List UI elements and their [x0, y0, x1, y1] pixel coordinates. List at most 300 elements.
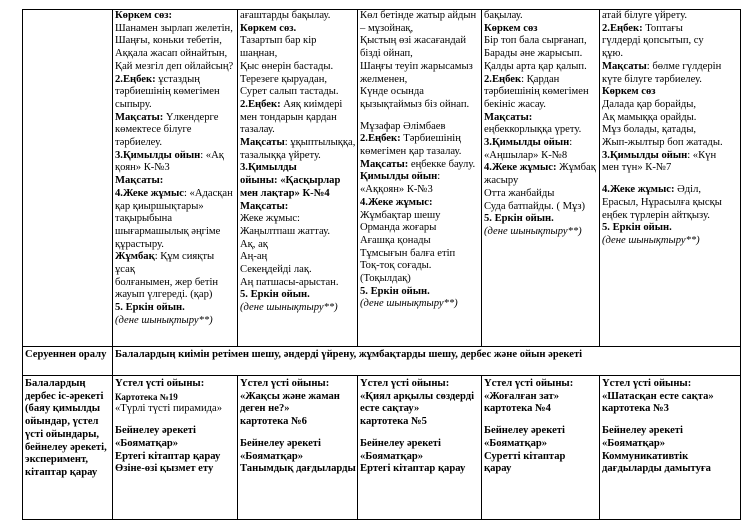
line-text: «Аңшылар» К-№8	[484, 149, 568, 161]
text-line	[602, 438, 739, 451]
text-line	[602, 99, 739, 112]
line-text: шығармашылық әңгіме	[115, 225, 221, 237]
line-text: Қыстың өзі жасағандай	[360, 35, 467, 47]
text-line	[240, 201, 356, 214]
text-line	[360, 35, 480, 48]
text-line	[360, 48, 480, 61]
text-line	[602, 10, 739, 23]
line-text-rest: еңбекке баулу.	[408, 158, 476, 170]
line-text: 5. Еркін ойын.	[115, 302, 185, 314]
line-text: Үстел үсті ойыны:	[484, 378, 574, 389]
text-line	[115, 463, 236, 476]
line-text: мен тондарын қардан	[240, 111, 337, 123]
text-line	[484, 403, 598, 416]
line-text: бақылау.	[484, 10, 523, 21]
text-line	[484, 213, 598, 226]
text-line	[115, 48, 236, 61]
text-line	[115, 10, 236, 23]
text-line	[360, 235, 480, 248]
line-text: эксперимент,	[25, 454, 88, 466]
text-line	[484, 23, 598, 36]
monday-walk-cell	[113, 10, 238, 347]
text-line	[602, 23, 739, 36]
line-text: Ертегі кітаптар қарау	[115, 450, 221, 462]
line-text: Шаңғы теуіп жарысамыз	[360, 60, 473, 72]
text-line	[360, 61, 480, 74]
return-from-walk-label: Серуеннен оралу	[23, 347, 113, 376]
line-text: гүлдерді қопсытып, су	[602, 35, 704, 47]
line-text: тәрбиелеу.	[115, 137, 162, 149]
line-text: Далада қар борайды,	[602, 98, 697, 110]
line-text: Шанамен зырлап желетін,	[115, 22, 233, 34]
text-line	[360, 463, 480, 476]
line-text: қоян» К-№3	[115, 162, 170, 174]
text-line	[484, 188, 598, 201]
text-line	[484, 48, 598, 61]
line-text: Қалды арта қар қалып.	[484, 60, 587, 72]
line-text-rest: : Құм сияқты ұсақ	[115, 251, 215, 276]
line-text: 2.Еңбек:	[240, 98, 281, 110]
line-text: 4.Жеке жұмыс	[115, 187, 184, 199]
line-text: дағдыларды дамытуға	[602, 463, 711, 475]
text-line	[115, 61, 236, 74]
text-line	[484, 86, 598, 99]
line-text: 3.Қимылды	[240, 162, 297, 174]
independent-activity-label	[23, 376, 113, 520]
line-text: «Бояматқар»	[240, 450, 304, 462]
line-text: сыпыру.	[115, 98, 152, 110]
text-line	[240, 463, 356, 476]
line-text: Аң-аң	[240, 251, 268, 263]
text-line	[360, 146, 480, 159]
line-text: Үстел үсті ойыны:	[115, 378, 205, 389]
line-text: Көл бетінде жатыр айдын	[360, 10, 477, 21]
line-text: Үстел үсті ойыны:	[360, 378, 450, 389]
line-text: «Жақсы және жаман	[240, 390, 340, 402]
line-text: Шаңғы, коньки тебетін,	[115, 35, 222, 47]
weekly-plan-table	[22, 9, 741, 520]
text-line	[484, 150, 598, 163]
text-line	[115, 451, 236, 464]
line-text: Мақсаты:	[240, 200, 289, 212]
line-text: (баяу қимылды	[25, 403, 101, 415]
text-line	[360, 403, 480, 416]
text-line	[484, 10, 598, 23]
line-text-rest: Үлкендерге	[163, 111, 219, 123]
line-text: үсті ойындары,	[25, 428, 100, 440]
text-line	[115, 391, 236, 404]
text-line	[25, 391, 111, 404]
text-line	[240, 124, 356, 137]
text-line	[602, 86, 739, 99]
line-text: «Қиял арқылы сөздерді	[360, 390, 475, 402]
line-text: (дене шынықтыру**)	[240, 302, 338, 314]
line-text: картотека №4	[484, 403, 551, 415]
text-line	[602, 416, 739, 425]
line-text: 2.Еңбек:	[115, 73, 156, 85]
line-text: Аққала жасап ойнайтын,	[115, 48, 228, 60]
line-text: Мақсаты:	[484, 111, 533, 123]
line-text: бекініс жасау.	[484, 98, 546, 110]
text-line	[484, 124, 598, 137]
line-text: Үстел үсті ойыны:	[602, 378, 692, 389]
text-line	[484, 451, 598, 464]
line-text: Бейнелеу әрекеті	[360, 437, 441, 449]
line-text: Отта жанбайды	[484, 187, 555, 199]
friday-walk-cell	[600, 10, 741, 347]
line-text: 2.Еңбек:	[602, 22, 643, 34]
line-text: көмектесе білуге	[115, 124, 192, 136]
line-text-rest: : «Адасқан	[183, 187, 233, 199]
line-text-rest: Жұмбақ	[556, 162, 596, 174]
text-line	[484, 162, 598, 175]
line-text: 2.Еңбек:	[360, 133, 401, 145]
line-text: Мұз болады, қатады,	[602, 124, 697, 136]
line-text: қар қиыршықтары»	[115, 200, 204, 212]
text-line	[240, 391, 356, 404]
line-text: 5. Еркін ойын.	[484, 213, 554, 225]
text-line	[360, 286, 480, 299]
text-line	[360, 184, 480, 197]
line-text: Бейнелеу әрекеті	[240, 437, 321, 449]
text-line	[484, 226, 598, 239]
line-text-rest: : «Күн	[687, 149, 717, 161]
text-line	[115, 112, 236, 125]
text-line	[240, 416, 356, 429]
line-text: Тазартып бар кір шаңнан,	[240, 35, 317, 60]
line-text: есте сақтау»	[360, 403, 420, 415]
line-text: 4.Жеке жұмыс:	[360, 196, 433, 208]
line-text: 5. Еркін ойын.	[360, 285, 430, 297]
line-text: бейнелеу әрекеті,	[25, 441, 107, 453]
line-text-rest: :	[569, 137, 573, 149]
line-text: Жұмбақ	[115, 251, 155, 263]
text-line	[602, 378, 739, 391]
line-text: Бейнелеу әрекеті	[484, 425, 565, 437]
text-line	[360, 10, 480, 23]
text-line	[240, 429, 356, 438]
line-text: қызықтаймыз біз ойнап.	[360, 98, 470, 110]
text-line	[484, 416, 598, 425]
line-text: Жып-жылтыр боп жатады.	[602, 137, 723, 149]
wednesday-independent-cell	[358, 376, 482, 520]
line-text: 3.Қимылды ойын	[602, 149, 688, 161]
text-line	[115, 74, 236, 87]
text-line	[115, 277, 236, 290]
text-line	[240, 74, 356, 87]
line-text: Мақсаты	[602, 60, 647, 72]
text-line	[602, 451, 739, 464]
text-line	[360, 416, 480, 429]
line-text: еңбек түрлерін айтқызу.	[602, 209, 710, 221]
wednesday-walk-cell	[358, 10, 482, 347]
line-text: тазалыққа үйрету.	[240, 149, 321, 161]
text-line	[484, 112, 598, 125]
line-text: картотека №5	[360, 416, 427, 428]
text-line	[25, 467, 111, 480]
line-text: күте білуге тәрбиелеу.	[602, 73, 702, 85]
independent-activity-row	[23, 376, 741, 520]
line-text: Балалардың	[25, 378, 86, 389]
text-line	[115, 188, 236, 201]
text-line	[240, 213, 356, 226]
line-text: 3.Қимылды ойын	[115, 149, 201, 161]
line-text: тақырыбына	[115, 213, 173, 225]
line-text: Секеңдейді лақ.	[240, 264, 312, 276]
text-line	[240, 302, 356, 315]
text-line	[602, 175, 739, 184]
text-line	[115, 99, 236, 112]
line-text: Көркем сөз.	[240, 22, 297, 34]
text-line	[360, 86, 480, 99]
text-line	[484, 74, 598, 87]
text-line	[115, 289, 236, 302]
text-line	[360, 99, 480, 112]
text-line	[360, 74, 480, 87]
text-line	[602, 74, 739, 87]
text-line	[240, 403, 356, 416]
text-line	[240, 175, 356, 188]
line-text: Көркем сөз	[602, 86, 656, 98]
text-line	[602, 124, 739, 137]
line-text: құрастыру.	[115, 238, 164, 250]
line-text: Бейнелеу әрекеті	[602, 425, 683, 437]
text-line	[360, 429, 480, 438]
text-line	[602, 197, 739, 210]
text-line	[25, 454, 111, 467]
text-line	[240, 451, 356, 464]
line-text: тазалау.	[240, 124, 275, 136]
line-text: кітаптар қарау	[25, 466, 98, 478]
line-text: 4.Жеке жұмыс:	[602, 184, 675, 196]
text-line	[115, 315, 236, 328]
text-line	[484, 99, 598, 112]
line-text: еңбеккорлыққа үрету.	[484, 124, 582, 136]
line-text: Суретті кітаптар	[484, 450, 566, 462]
thursday-walk-cell	[482, 10, 600, 347]
text-line	[602, 210, 739, 223]
text-line	[484, 175, 598, 188]
text-line	[602, 235, 739, 248]
line-text: Барады әне жарысып.	[484, 48, 583, 60]
line-text: Ақ мамыққа орайды.	[602, 111, 697, 123]
text-line	[115, 403, 236, 416]
text-line	[484, 391, 598, 404]
text-line	[360, 248, 480, 261]
line-text: Орманда жоғары	[360, 222, 437, 234]
line-text: (дене шынықтыру**)	[602, 234, 700, 246]
text-line	[602, 137, 739, 150]
text-line	[25, 403, 111, 416]
text-line	[360, 438, 480, 451]
line-text: Өзіне-өзі қызмет ету	[115, 463, 214, 475]
text-line	[240, 289, 356, 302]
text-line	[484, 61, 598, 74]
line-text-rest: : Қардан	[521, 73, 560, 85]
line-text-rest: Топтағы	[642, 22, 683, 34]
text-line	[484, 463, 598, 476]
line-text: 2.Еңбек	[484, 73, 522, 85]
line-text: болғанымен, жер бетін	[115, 276, 219, 288]
line-text: мен лақтар» К-№4	[240, 187, 330, 199]
line-text: Жұмбақтар шешу	[360, 209, 441, 221]
line-text-rest: Әділ,	[674, 184, 702, 196]
text-line	[240, 61, 356, 74]
line-text: Аң патшасы-арыстан.	[240, 276, 339, 288]
row-label-cell	[23, 10, 113, 347]
line-text: «Жоғалған зат»	[484, 390, 560, 402]
line-text-rest: : ұқыптылыққа,	[284, 137, 356, 149]
line-text: (дене шынықтыру**)	[360, 298, 458, 310]
line-text: Көркем сөз:	[115, 10, 173, 21]
text-line	[484, 201, 598, 214]
line-text: картотека №6	[240, 416, 307, 428]
line-text-rest: Тәрбиешінің	[400, 133, 461, 145]
text-line	[484, 378, 598, 391]
line-text: Ағашқа қонады	[360, 234, 431, 246]
line-text: – мұзойнақ,	[360, 22, 414, 34]
text-line	[115, 438, 236, 451]
line-text: Мақсаты:	[360, 158, 409, 170]
line-text: Коммуникативтік	[602, 450, 689, 462]
line-text: «Бояматқар»	[115, 437, 179, 449]
text-line	[115, 23, 236, 36]
line-text: Ерасыл, Нұрасылға қысқы	[602, 196, 722, 208]
text-line	[115, 35, 236, 48]
text-line	[240, 35, 356, 60]
line-text: (дене шынықтыру**)	[484, 225, 582, 237]
line-text: тәрбиешінің көмегімен	[484, 86, 589, 98]
line-text: ойындар, үстел	[25, 416, 99, 428]
line-text: Ертегі кітаптар қарау	[360, 463, 466, 475]
text-line	[240, 226, 356, 239]
line-text: 5. Еркін ойын.	[602, 222, 672, 234]
line-text-rest: :	[437, 171, 441, 183]
text-line	[240, 378, 356, 391]
text-line	[115, 201, 236, 214]
text-line	[484, 438, 598, 451]
line-text: картотека №3	[602, 403, 669, 415]
line-text: Күнде осында	[360, 86, 424, 98]
line-text: жасыру	[484, 175, 519, 187]
text-line	[360, 159, 480, 172]
text-line	[360, 133, 480, 146]
line-text: Терезеге қыруадан,	[240, 73, 328, 85]
tuesday-walk-cell	[238, 10, 358, 347]
line-text: желменен,	[360, 73, 408, 85]
line-text: Бейнелеу әрекеті	[115, 425, 196, 437]
text-line	[484, 35, 598, 48]
text-line	[115, 137, 236, 150]
text-line	[360, 210, 480, 223]
text-line	[115, 425, 236, 438]
text-line	[602, 162, 739, 175]
text-line	[484, 137, 598, 150]
text-line	[360, 391, 480, 404]
text-line	[602, 391, 739, 404]
line-text: 5. Еркін ойын.	[240, 289, 310, 301]
line-text-rest: Аяқ киімдері	[280, 98, 343, 110]
text-line	[115, 86, 236, 99]
text-line	[240, 99, 356, 112]
line-text: Картотека №19	[115, 391, 178, 402]
line-text: Ақ, ақ	[240, 238, 268, 250]
text-line	[240, 137, 356, 150]
text-line	[115, 124, 236, 137]
text-line	[360, 197, 480, 210]
line-text: Мұзафар Әлімбаев	[360, 120, 446, 132]
line-text: дербес іс-әрекеті	[25, 390, 104, 402]
text-line	[240, 188, 356, 201]
line-text: «Бояматқар»	[602, 437, 666, 449]
text-line	[602, 150, 739, 163]
text-line	[602, 61, 739, 74]
text-line	[115, 226, 236, 239]
friday-independent-cell	[600, 376, 741, 520]
line-text: Қимылды ойын	[360, 171, 438, 183]
line-text: «Түрлі түсті пирамида»	[115, 403, 223, 415]
text-line	[360, 298, 480, 311]
text-line	[602, 48, 739, 61]
text-line	[360, 273, 480, 286]
line-text: «Бояматқар»	[360, 450, 424, 462]
tuesday-independent-cell	[238, 376, 358, 520]
text-line	[240, 10, 356, 23]
line-text: Бір топ бала сырғанап,	[484, 35, 587, 47]
text-line	[25, 442, 111, 455]
text-line	[25, 378, 111, 391]
text-line	[602, 222, 739, 235]
text-line	[25, 429, 111, 442]
line-text-rest: : бөлме гүлдерін	[646, 60, 722, 72]
return-from-walk-text: Балалардың киімін ретімен шешу, әндерді үйрену, жұмбақтарды шешу, дербес және ойын әрекеті	[113, 347, 741, 376]
line-text: Сурет салып тастады.	[240, 86, 339, 98]
line-text: жауып үлгереді. (қар)	[115, 289, 213, 301]
line-text: Қыс өнерін бастады.	[240, 60, 334, 72]
text-line	[360, 112, 480, 121]
walk-activities-row	[23, 10, 741, 347]
line-text: Көркем сөз	[484, 22, 538, 34]
line-text: Мақсаты:	[115, 175, 164, 187]
line-text: Тоқ-тоқ соғады.	[360, 260, 432, 272]
text-line	[240, 251, 356, 264]
line-text: бізді ойнап,	[360, 48, 413, 60]
text-line	[25, 416, 111, 429]
text-line	[240, 150, 356, 163]
text-line	[115, 162, 236, 175]
line-text: Мақсаты:	[115, 111, 164, 123]
line-text: Танымдық дағдыларды	[240, 463, 356, 475]
line-text: көмегімен қар тазалау.	[360, 146, 462, 158]
line-text: Қай мезгіл деп ойлайсың?	[115, 60, 234, 72]
text-line	[360, 171, 480, 184]
line-text: Тұмсығын балға етіп	[360, 247, 456, 259]
line-text: Жаңылтпаш жаттау.	[240, 225, 330, 237]
text-line	[602, 112, 739, 125]
line-text: қарау	[484, 463, 512, 475]
text-line	[115, 239, 236, 252]
line-text: Суда батпайды. ( Мұз)	[484, 200, 586, 212]
line-text: ағаштарды бақылау.	[240, 10, 331, 21]
line-text: «Бояматқар»	[484, 437, 548, 449]
text-line	[360, 222, 480, 235]
text-line	[240, 86, 356, 99]
text-line	[115, 416, 236, 425]
line-text: Мақсаты	[240, 137, 285, 149]
text-line	[115, 378, 236, 391]
text-line	[240, 239, 356, 252]
text-line	[602, 463, 739, 476]
